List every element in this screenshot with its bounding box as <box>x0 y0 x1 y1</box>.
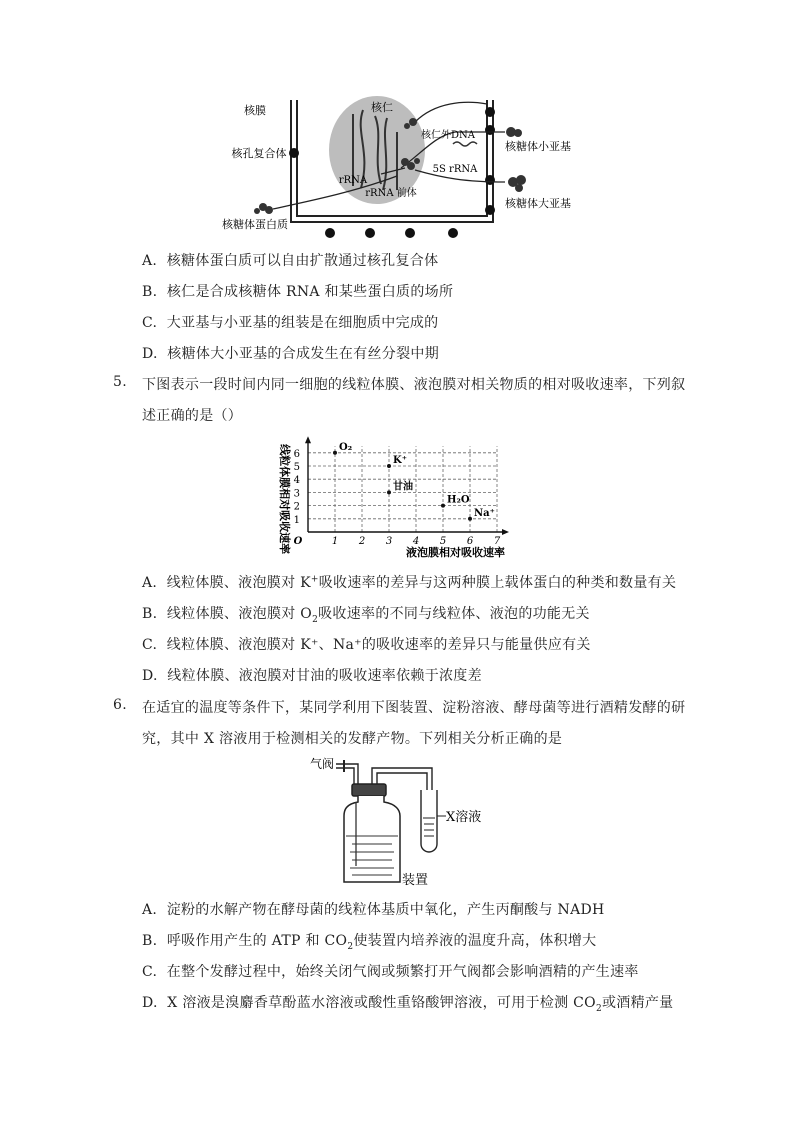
label-membrane: 核膜 <box>244 104 266 117</box>
absorption-scatter-chart <box>268 432 518 562</box>
data-point-label: Na⁺ <box>474 507 495 519</box>
x-tick-label: 1 <box>331 536 339 547</box>
data-point <box>387 490 391 494</box>
q5-option-d: D. 线粒体膜、液泡膜对甘油的吸收速率依赖于浓度差 <box>142 668 482 684</box>
origin-label: O <box>293 536 303 547</box>
data-point-label: 甘油 <box>393 481 413 493</box>
y-tick-label: 3 <box>293 488 300 500</box>
label-ribo-protein: 核糖体蛋白质 <box>222 218 288 231</box>
q5-option-b: B. 线粒体膜、液泡膜对 $O_2$吸收速率的不同与线粒体、液泡的功能无关 <box>142 606 590 625</box>
data-point <box>441 504 445 508</box>
y-axis-label: 线粒体膜相对吸收速率 <box>278 444 291 555</box>
label-valve: 气阀 <box>310 757 335 771</box>
q5-option-c: C. 线粒体膜、液泡膜对 K⁺、Na⁺的吸收速率的差异只与能量供应有关 <box>142 637 591 653</box>
data-point-label: H₂O <box>447 494 470 506</box>
y-tick-label: 2 <box>293 501 300 513</box>
label-small-subunit: 核糖体小亚基 <box>505 140 571 153</box>
fermentation-apparatus <box>300 754 500 890</box>
q5-stem-line2: 述正确的是（） <box>142 408 243 424</box>
nucleus-diagram <box>215 92 595 242</box>
y-tick-label: 6 <box>293 448 300 460</box>
x-tick-label: 7 <box>493 536 501 547</box>
q4-option-d: D. 核糖体大小亚基的合成发生在有丝分裂中期 <box>142 346 439 362</box>
q6-option-b: B. 呼吸作用产生的 ATP 和 $CO_2$使装置内培养液的温度升高，体积增大 <box>142 933 597 952</box>
label-extra-dna: 核仁外DNA <box>421 130 475 141</box>
data-point <box>387 464 391 468</box>
q5-number: 5. <box>113 374 127 390</box>
q4-option-b: B. 核仁是合成核糖体 RNA 和某些蛋白质的场所 <box>142 284 454 300</box>
q6-stem-line1: 在适宜的温度等条件下，某同学利用下图装置、淀粉溶液、酵母菌等进行酒精发酵的研 <box>142 700 686 716</box>
bottle <box>344 784 400 882</box>
x-axis-label: 液泡膜相对吸收速率 <box>406 546 505 559</box>
label-rrna: rRNA <box>338 175 368 186</box>
y-axis-arrow <box>305 436 311 443</box>
q4-option-c: C. 大亚基与小亚基的组装是在细胞质中完成的 <box>142 315 439 331</box>
label-x-solution: X溶液 <box>446 810 482 825</box>
q5-option-a: A. 线粒体膜、液泡膜对 K+吸收速率的差异与这两种膜上载体蛋白的种类和数量有关 <box>142 574 677 591</box>
label-pre-rrna: rRNA 前体 <box>365 188 417 199</box>
x-tick-label: 3 <box>385 536 393 547</box>
data-point <box>468 517 472 521</box>
label-device: 装置 <box>402 873 429 888</box>
y-tick-label: 4 <box>293 475 300 487</box>
test-tube <box>421 790 446 852</box>
x-tick-label: 4 <box>412 536 420 547</box>
y-tick-label: 1 <box>293 514 300 526</box>
label-large-subunit: 核糖体大亚基 <box>505 197 571 210</box>
data-point-label: K⁺ <box>393 455 407 466</box>
x-tick-label: 6 <box>466 536 474 547</box>
x-tick-label: 2 <box>358 536 366 547</box>
y-tick-label: 5 <box>293 462 300 473</box>
q6-option-c: C. 在整个发酵过程中，始终关闭气阀或频繁打开气阀都会影响酒精的产生速率 <box>142 964 639 980</box>
data-point <box>333 451 337 455</box>
x-tick-label: 5 <box>439 536 447 547</box>
data-point-label: O₂ <box>339 441 353 453</box>
label-5s-rrna: 5S rRNA <box>432 164 478 175</box>
q6-option-a: A. 淀粉的水解产物在酵母菌的线粒体基质中氧化，产生丙酮酸与 NADH <box>142 902 605 918</box>
x-axis-arrow <box>502 529 509 535</box>
label-pore-complex: 核孔复合体 <box>231 147 287 160</box>
q6-option-d: D. X 溶液是溴麝香草酚蓝水溶液或酸性重铬酸钾溶液，可用于检测 $CO_2$或酒精产量 <box>142 995 674 1014</box>
q6-stem-line2: 究，其中 X 溶液用于检测相关的发酵产物。下列相关分析正确的是 <box>142 731 563 747</box>
q6-number: 6. <box>113 697 127 713</box>
label-nucleolus: 核仁 <box>371 101 393 114</box>
q4-option-a: A. 核糖体蛋白质可以自由扩散通过核孔复合体 <box>142 253 439 269</box>
q5-stem-line1: 下图表示一段时间内同一细胞的线粒体膜、液泡膜对相关物质的相对吸收速率，下列叙 <box>142 377 686 393</box>
